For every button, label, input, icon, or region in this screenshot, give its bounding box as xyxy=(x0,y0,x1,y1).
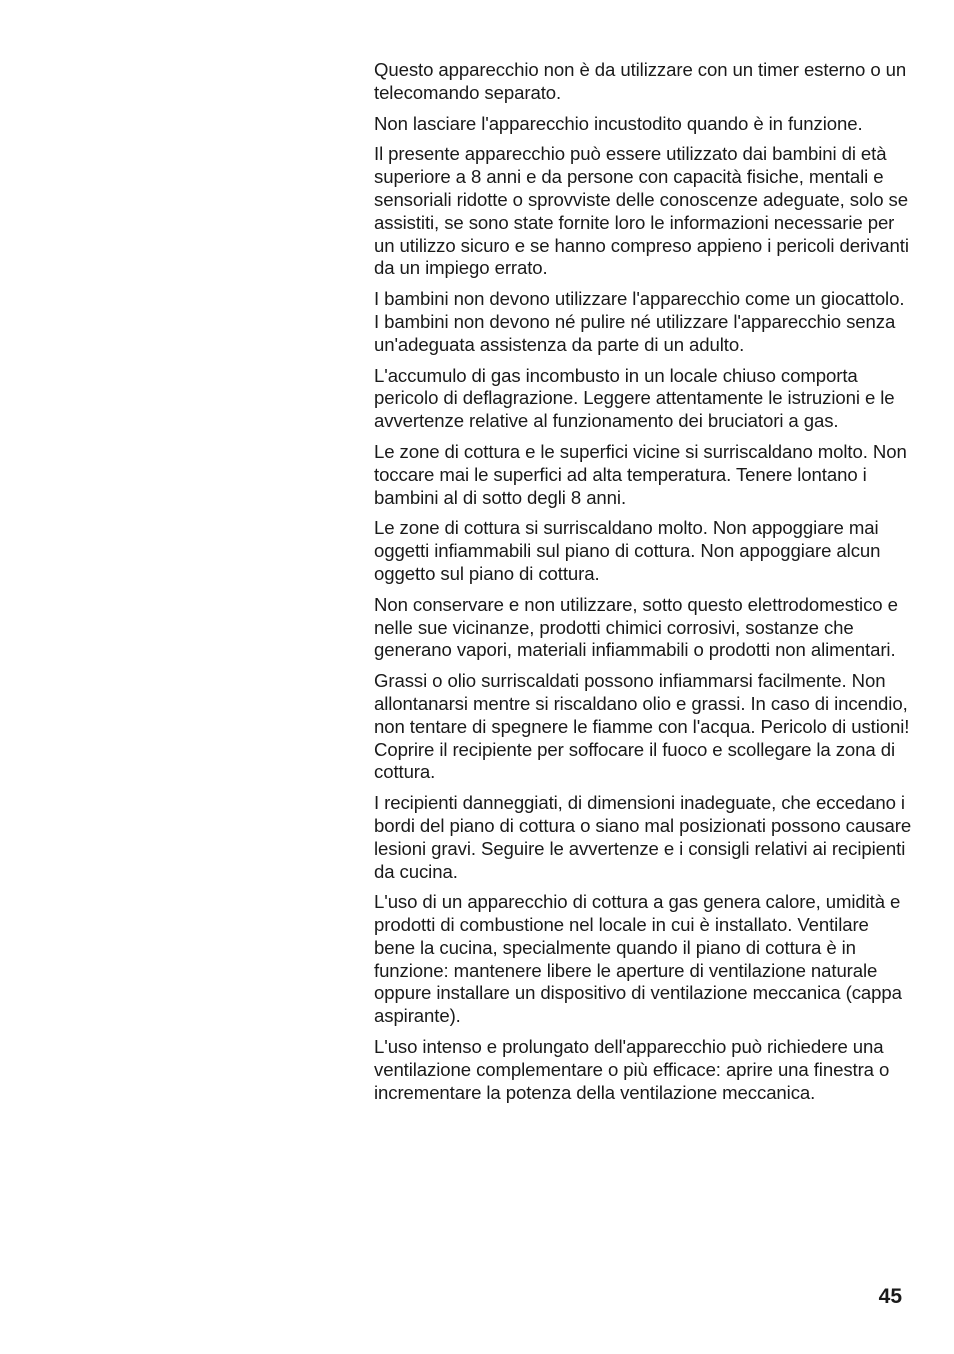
safety-text-column xyxy=(374,59,914,1112)
paragraph-hot-surfaces: Le zone di cottura e le superfici vicine si surriscaldano molto. Non toccare mai le superfici ad alta temperatura. Tenere lontano i bambini al di sotto degli 8 anni. xyxy=(374,440,907,508)
paragraph-children-capability: Il presente apparecchio può essere utilizzato dai bambini di età superiore a 8 anni e da persone con capacità fisiche, mentali e sensoriali ridotte o sprovviste delle conoscenze adeguate, solo se assistiti, se sono state fornite loro le informazioni necessarie per un utilizzo sicuro e se hanno compreso appieno i pericoli derivanti da un impiego errato. xyxy=(374,143,909,279)
paragraph-oil-fire: Grassi o olio surriscaldati possono infiammarsi facilmente. Non allontanarsi mentre si riscaldano olio e grassi. In caso di incendio, non tentare di spegnere le fiamme con l'acqua. Pericolo di ustioni! Coprire il recipiente per soffocare il fuoco e scollegare la zona di cottura. xyxy=(374,670,910,783)
paragraph-gas-accumulation: L'accumulo di gas incombusto in un locale chiuso comporta pericolo di deflagrazione. Leggere attentamente le istruzioni e le avvertenze relative al funzionamento dei bruciatori a gas. xyxy=(374,364,895,432)
paragraph-damaged-cookware: I recipienti danneggiati, di dimensioni inadeguate, che eccedano i bordi del piano di cottura o siano mal posizionati possono causare lesioni gravi. Seguire le avvertenze e i consigli relativi ai recipienti da cucina. xyxy=(374,792,912,882)
paragraph-timer-warning: Questo apparecchio non è da utilizzare con un timer esterno o un telecomando separato. xyxy=(374,59,907,103)
paragraph-children-play: I bambini non devono utilizzare l'apparecchio come un giocattolo. I bambini non devono né pulire né utilizzare l'apparecchio senza un'adeguata assistenza da parte di un adulto. xyxy=(374,288,905,355)
paragraph-chemicals-storage: Non conservare e non utilizzare, sotto questo elettrodomestico e nelle sue vicinanze, prodotti chimici corrosivi, sostanze che generano vapori, materiali infiammabili o prodotti non alimentari. xyxy=(374,593,898,661)
paragraph-ventilation: L'uso di un apparecchio di cottura a gas genera calore, umidità e prodotti di combustione nel locale in cui è installato. Ventilare bene la cucina, specialmente quando il piano di cottura è in funzione: mantenere libere le aperture di ventilazione naturale oppure installare un dispositivo di ventilazione meccanica (cappa aspirante). xyxy=(374,891,902,1027)
paragraph-extra-ventilation: L'uso intenso e prolungato dell'apparecchio può richiedere una ventilazione complementare o più efficace: aprire una finestra o incrementare la potenza della ventilazione meccanica. xyxy=(374,1036,890,1103)
paragraph-flammable-objects: Le zone di cottura si surriscaldano molto. Non appoggiare mai oggetti infiammabili sul piano di cottura. Non appoggiare alcun oggetto sul piano di cottura. xyxy=(374,517,881,584)
paragraph-unattended-warning: Non lasciare l'apparecchio incustodito quando è in funzione. xyxy=(374,112,863,134)
page-number: 45 xyxy=(878,1285,902,1308)
